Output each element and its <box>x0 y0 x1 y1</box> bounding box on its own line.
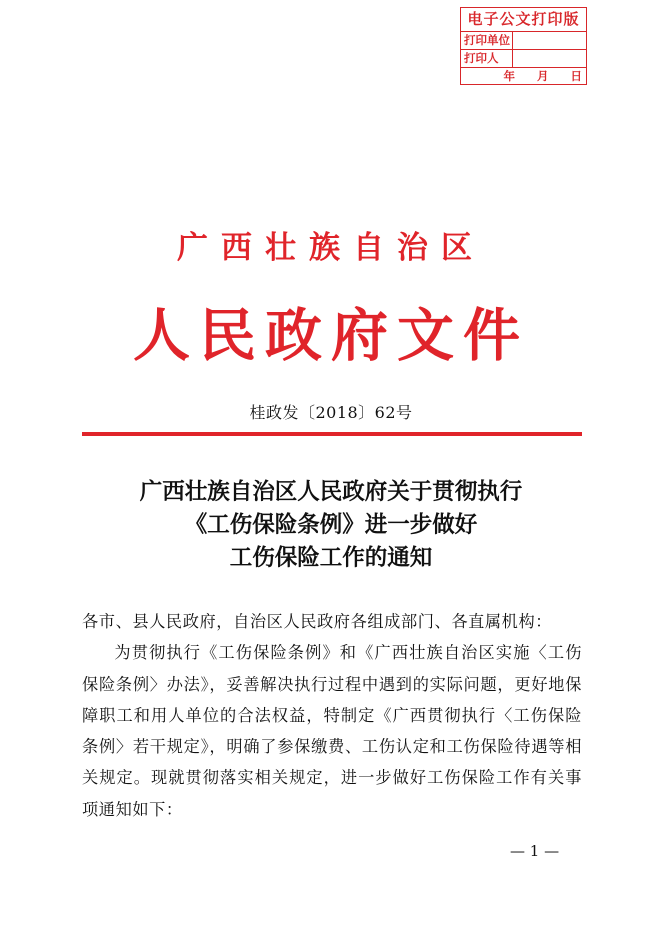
issuer-region: 广西壮族自治区 <box>177 230 485 266</box>
document-number: 桂政发〔2018〕62号 <box>249 403 413 422</box>
title-line-1: 广西壮族自治区人民政府关于贯彻执行 <box>139 479 523 505</box>
title-line-3: 工伤保险工作的通知 <box>229 545 433 571</box>
stamp-day: 日 <box>570 69 582 83</box>
stamp-title: 电子公文打印版 <box>461 8 586 32</box>
document-body <box>82 606 582 825</box>
issuer-document-header: 人民政府文件 <box>133 302 529 369</box>
stamp-date-row <box>461 68 586 85</box>
stamp-person-row <box>461 50 586 68</box>
stamp-person-label: 打印人 <box>461 50 513 67</box>
red-divider <box>82 432 582 436</box>
document-title <box>0 476 662 575</box>
title-line-2: 《工伤保险条例》进一步做好 <box>184 512 478 538</box>
salutation: 各市、县人民政府，自治区人民政府各组成部门、各直属机构： <box>82 612 553 631</box>
body-paragraph: 为贯彻执行《工伤保险条例》和《广西壮族自治区实施〈工伤保险条例〉办法》，妥善解决执行过程中遇到的实际问题，更好地保障职工和用人单位的合法权益，特制定《广西贯彻执行〈工伤保险条例〉若干规定》，明确了参保缴费、工伤认定和工伤保险待遇等相关规定。现就贯彻落实相关规定，进一步做好工伤保险工作有关事项通知如下： <box>82 643 582 819</box>
stamp-person-value <box>513 50 586 67</box>
stamp-unit-label: 打印单位 <box>461 32 513 49</box>
stamp-unit-row <box>461 32 586 50</box>
print-stamp <box>460 7 587 85</box>
stamp-year: 年 <box>503 69 515 83</box>
page-number: — 1 — <box>510 842 560 860</box>
stamp-month: 月 <box>537 69 549 83</box>
stamp-unit-value <box>513 32 586 49</box>
